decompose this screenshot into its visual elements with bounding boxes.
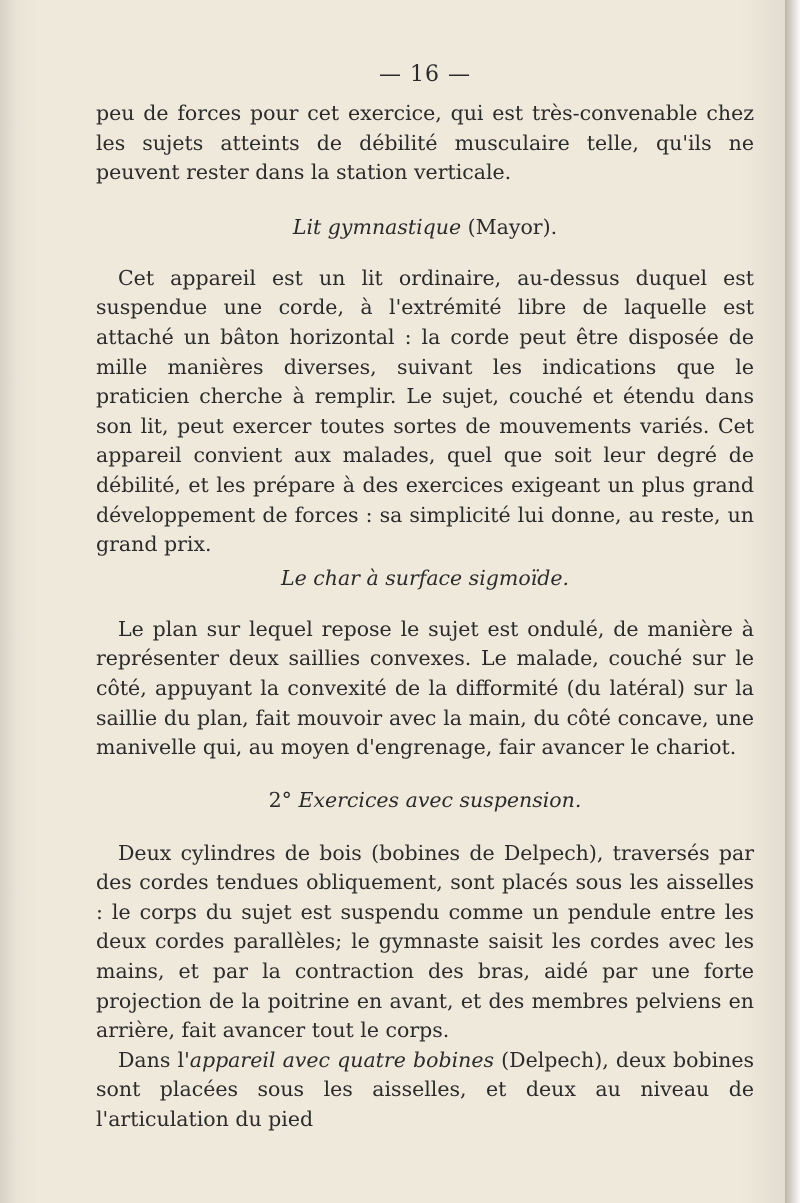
heading-lit-gymnastique-title: Lit gymnastique bbox=[292, 214, 462, 239]
paragraph-3: Le plan sur lequel repose le sujet est ondulé, de manière à représenter deux saillies convexes. Le malade, couché sur le côté, appuyant la convexité de la difformité (du latéral) sur la saillie du plan, fait mouvoir avec la main, du côté concave, une manivelle qui, au moyen d'engrenage, fair avancer le chariot. bbox=[96, 616, 754, 760]
heading-exercices-suspension bbox=[96, 785, 754, 815]
paragraph-1: peu de forces pour cet exercice, qui est très-convenable chez les sujets atteints de débilité musculaire telle, qu'ils ne peuvent rester dans la station verticale. bbox=[96, 101, 754, 185]
heading-lit-gymnastique bbox=[96, 212, 754, 242]
paragraph-5-emphasis: appareil avec quatre bobines bbox=[189, 1047, 494, 1072]
page-number: — 16 — bbox=[379, 62, 471, 87]
paragraph-2: Cet appareil est un lit ordinaire, au-dessus duquel est suspendue une corde, à l'extrémité libre de laquelle est attaché un bâton horizontal : la corde peut être disposée de mille manières diverses, suivant les indications que le praticien cherche à remplir. Le sujet, couché et étendu dans son lit, peut exercer toutes sortes de mouvements variés. Cet appareil convient aux malades, quel que soit leur degré de débilité, et les prépare à des exercices exigeant un plus grand développement de forces : sa simplicité lui donne, au reste, un grand prix. bbox=[96, 265, 754, 557]
page-text bbox=[96, 62, 754, 1135]
heading-lit-gymnastique-author: (Mayor). bbox=[467, 214, 558, 239]
page-edge-shadow bbox=[785, 0, 800, 1203]
heading-exercices-title: Exercices avec suspension. bbox=[298, 787, 582, 812]
paragraph-5 bbox=[96, 1046, 754, 1135]
heading-char-sigmoide: Le char à surface sigmoïde. bbox=[281, 565, 569, 590]
paragraph-5-start: Dans l' bbox=[118, 1047, 190, 1072]
paragraph-4: Deux cylindres de bois (bobines de Delpech), traversés par des cordes tendues obliquement, sont placés sous les aisselles : le corps du sujet est suspendu comme un pendule entre les deux cordes parallèles; le gymnaste saisit les cordes avec les mains, et par la contraction des bras, aidé par une forte projection de la poitrine en avant, et des membres pelviens en arrière, fait avancer tout le corps. bbox=[96, 840, 754, 1043]
paragraph-5-rest: (Delpech), deux bobines sont placées sous les aisselles, et deux au niveau de l'articulation du pied bbox=[96, 1047, 754, 1132]
heading-exercices-number: 2° bbox=[268, 787, 292, 812]
